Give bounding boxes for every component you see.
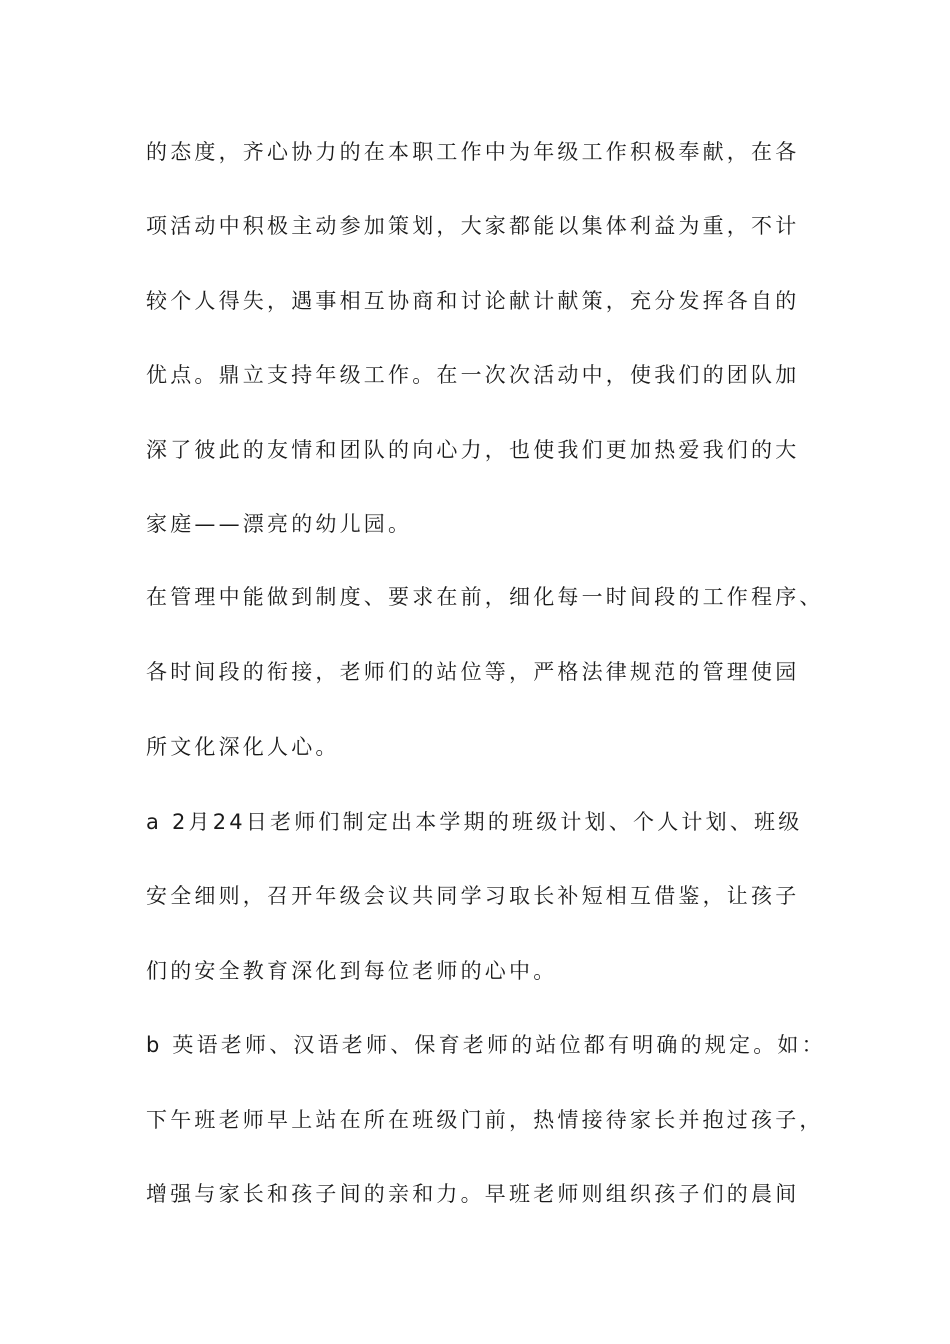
text-line: 家庭——漂亮的幼儿园。 [146, 512, 413, 536]
text-line: b 英语老师、汉语老师、保育老师的站位都有明确的规定。如： [146, 1033, 826, 1057]
text-line: 所文化深化人心。 [146, 735, 340, 759]
text-line: 项活动中积极主动参加策划，大家都能以集体利益为重，不计 [146, 214, 800, 238]
text-line: 的态度，齐心协力的在本职工作中为年级工作积极奉献，在各 [146, 140, 800, 164]
text-line: 在管理中能做到制度、要求在前，细化每一时间段的工作程序、 [146, 585, 824, 609]
text-line: 增强与家长和孩子间的亲和力。早班老师则组织孩子们的晨间 [146, 1182, 800, 1206]
text-line: a 2月24日老师们制定出本学期的班级计划、个人计划、班级 [146, 810, 803, 834]
text-line: 下午班老师早上站在所在班级门前，热情接待家长并抱过孩子， [146, 1108, 824, 1132]
text-line: 优点。鼎立支持年级工作。在一次次活动中，使我们的团队加 [146, 363, 800, 387]
text-line: 深了彼此的友情和团队的向心力，也使我们更加热爱我们的大 [146, 438, 800, 462]
text-line: 们的安全教育深化到每位老师的心中。 [146, 959, 558, 983]
text-line: 安全细则，召开年级会议共同学习取长补短相互借鉴，让孩子 [146, 884, 800, 908]
text-line: 各时间段的衔接，老师们的站位等，严格法律规范的管理使园 [146, 660, 800, 684]
text-line: 较个人得失，遇事相互协商和讨论献计献策，充分发挥各自的 [146, 289, 800, 313]
